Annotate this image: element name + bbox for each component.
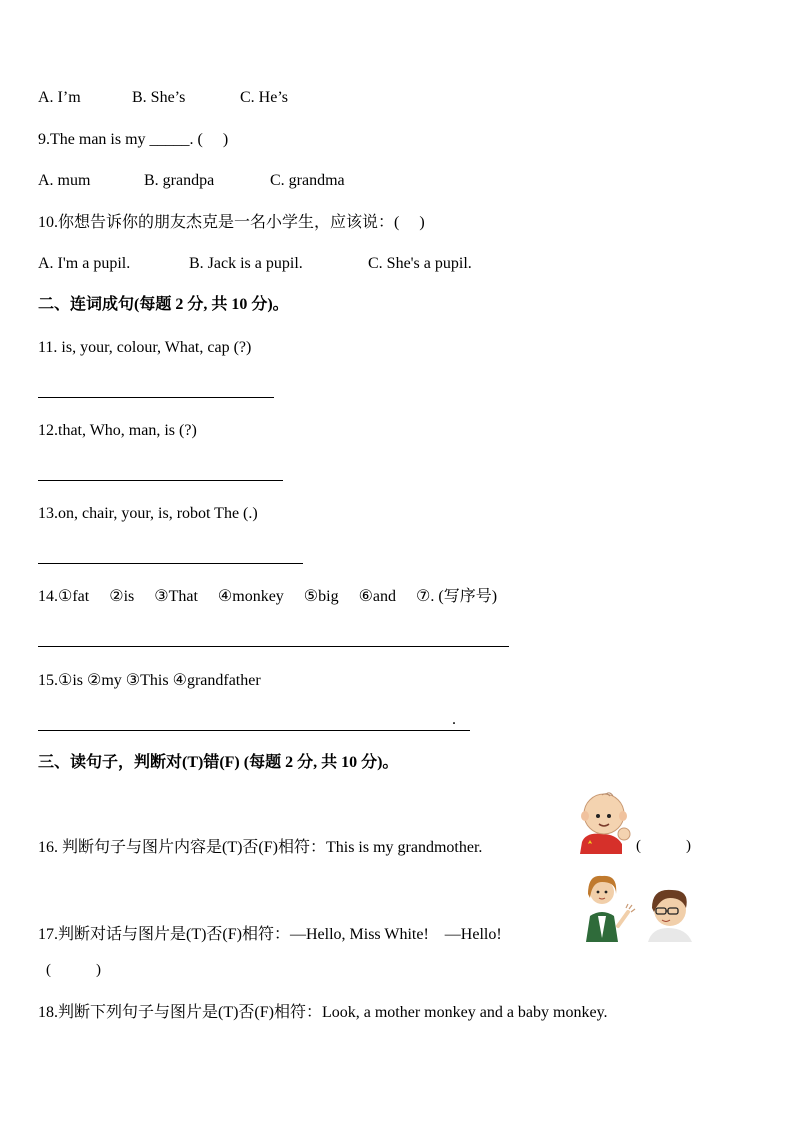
q8-option-a: A. I’m [38, 89, 81, 106]
q8-option-c: C. He’s [240, 89, 288, 106]
q11-question: 11. is, your, colour, What, cap (?) [38, 339, 252, 356]
q13-question: 13.on, chair, your, is, robot The (.) [38, 505, 258, 522]
q14-question: 14.①fat ②is ③That ④monkey ⑤big ⑥and ⑦. (写序号) [38, 588, 498, 605]
q16-question: 16. 判断句子与图片内容是(T)否(F)相符：This is my grandmother. [38, 839, 483, 856]
q10-option-b: B. Jack is a pupil. [189, 255, 303, 272]
baby-boy-illustration [572, 790, 634, 856]
section-2-heading: 二、连词成句(每题 2 分, 共 10 分)。 [38, 296, 289, 313]
q9-question: 9.The man is my _____. ( ) [38, 131, 229, 148]
q10-question: 10.你想告诉你的朋友杰克是一名小学生，应该说：( ) [38, 214, 425, 231]
q9-option-b: B. grandpa [144, 172, 215, 189]
q8-option-b: B. She’s [132, 89, 186, 106]
q16-answer-parens[interactable]: ( ) [636, 838, 691, 854]
q17-question: 17.判断对话与图片是(T)否(F)相符：—Hello, Miss White! —Hello! [38, 926, 502, 943]
q12-question: 12.that, Who, man, is (?) [38, 422, 197, 439]
q17-answer-parens[interactable]: ( ) [46, 962, 101, 978]
q18-question: 18.判断下列句子与图片是(T)否(F)相符：Look, a mother monkey and a baby monkey. [38, 1004, 608, 1021]
teacher-and-boy-illustration [582, 868, 698, 942]
q12-answer-line[interactable] [38, 480, 283, 481]
q13-answer-line[interactable] [38, 563, 303, 564]
q10-option-c: C. She's a pupil. [368, 255, 472, 272]
q9-option-a: A. mum [38, 172, 91, 189]
q9-option-c: C. grandma [270, 172, 345, 189]
q15-period: . [452, 711, 456, 728]
q15-question: 15.①is ②my ③This ④grandfather [38, 672, 261, 689]
q15-answer-line[interactable] [38, 730, 470, 731]
q10-option-a: A. I'm a pupil. [38, 255, 131, 272]
q14-answer-line[interactable] [38, 646, 509, 647]
q11-answer-line[interactable] [38, 397, 274, 398]
section-3-heading: 三、读句子，判断对(T)错(F) (每题 2 分, 共 10 分)。 [38, 754, 399, 771]
